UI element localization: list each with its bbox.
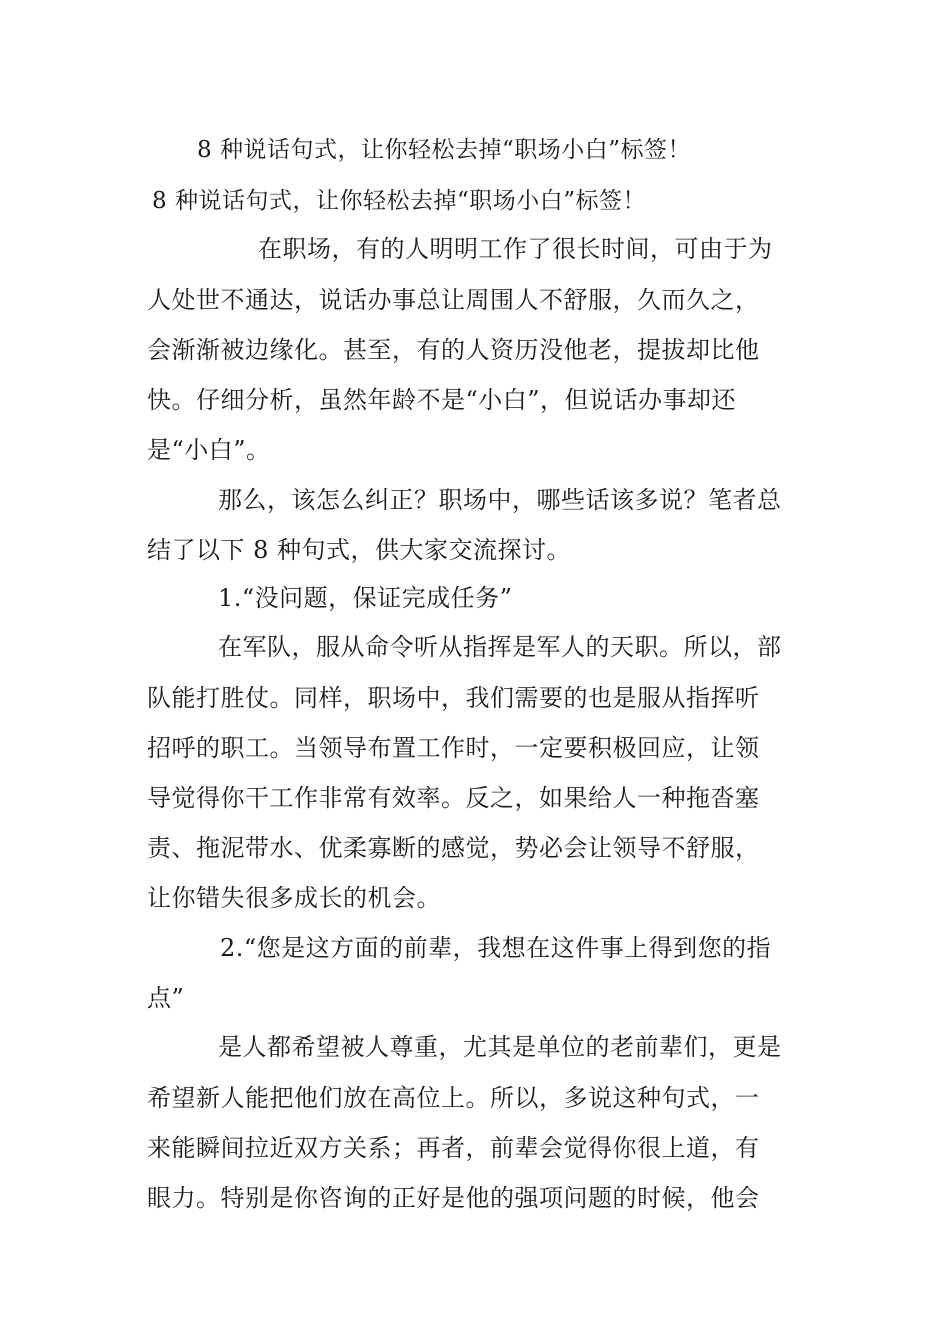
document-title-repeat: 8 种说话句式，让你轻松去掉“职场小白”标签！ — [152, 188, 646, 214]
paragraph-4-line: 眼力。特别是你咨询的正好是他的强项问题的时候，他会 — [147, 1184, 760, 1212]
paragraph-2-line: 结了以下 8 种句式，供大家交流探讨。 — [147, 536, 572, 564]
section-heading-1: 1.“没问题，保证完成任务” — [218, 584, 513, 612]
paragraph-4-line: 希望新人能把他们放在高位上。所以，多说这种句式，一 — [147, 1084, 760, 1112]
paragraph-3-line: 在军队，服从命令听从指挥是军人的天职。所以，部 — [218, 633, 782, 661]
paragraph-1-line: 人处世不通达，说话办事总让周围人不舒服，久而久之， — [147, 286, 760, 314]
paragraph-3-line: 导觉得你干工作非常有效率。反之，如果给人一种拖沓塞 — [147, 784, 760, 812]
paragraph-4-line: 是人都希望被人尊重，尤其是单位的老前辈们，更是 — [218, 1033, 782, 1061]
section-heading-2-continued: 点” — [147, 984, 185, 1012]
paragraph-3-line: 让你错失很多成长的机会。 — [147, 884, 441, 912]
paragraph-2-line: 那么，该怎么纠正？职场中，哪些话该多说？笔者总 — [218, 486, 782, 514]
paragraph-3-line: 队能打胜仗。同样，职场中，我们需要的也是服从指挥听 — [147, 684, 760, 712]
paragraph-4-line: 来能瞬间拉近双方关系；再者，前辈会觉得你很上道，有 — [147, 1134, 760, 1162]
section-heading-2: 2.“您是这方面的前辈，我想在这件事上得到您的指 — [220, 934, 772, 962]
paragraph-1-line: 快。仔细分析，虽然年龄不是“小白”，但说话办事却还 — [147, 386, 737, 414]
paragraph-1-line: 在职场，有的人明明工作了很长时间，可由于为 — [258, 235, 773, 263]
paragraph-1-line: 是“小白”。 — [147, 436, 271, 464]
paragraph-3-line: 招呼的职工。当领导布置工作时，一定要积极回应，让领 — [147, 734, 760, 762]
paragraph-1-line: 会渐渐被边缘化。甚至，有的人资历没他老，提拔却比他 — [147, 336, 760, 364]
paragraph-3-line: 责、拖泥带水、优柔寡断的感觉，势必会让领导不舒服， — [147, 834, 760, 862]
document-title: 8 种说话句式，让你轻松去掉“职场小白”标签！ — [197, 137, 691, 163]
